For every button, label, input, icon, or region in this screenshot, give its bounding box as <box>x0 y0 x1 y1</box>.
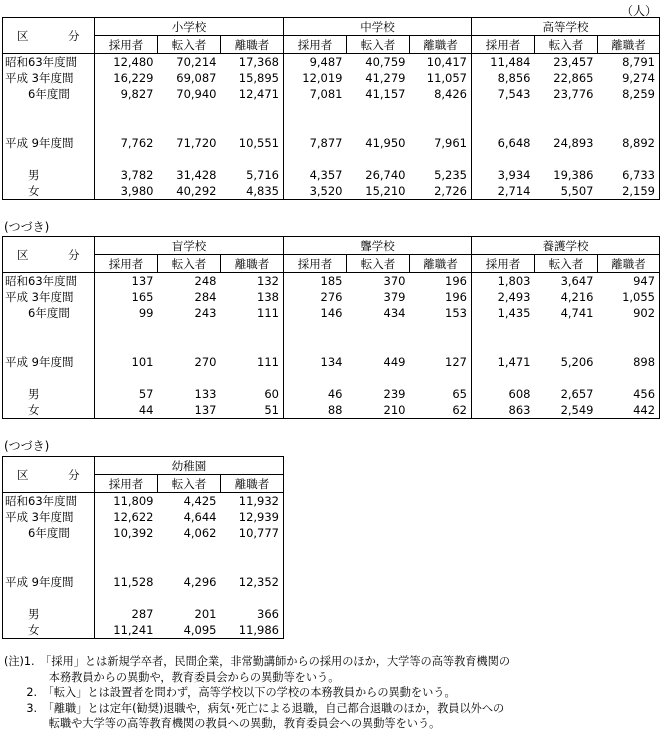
value-cell: 2,159 <box>622 184 656 199</box>
spacer-cell <box>3 151 95 167</box>
group-header: 中学校 <box>284 18 472 36</box>
value-cell: 23,776 <box>553 87 594 102</box>
value-cell: 10,777 <box>238 526 279 541</box>
spacer-cell <box>472 322 535 338</box>
spacer-cell <box>535 322 598 338</box>
spacer-cell <box>3 558 95 574</box>
spacer-cell <box>3 119 95 135</box>
value-cell: 111 <box>257 354 279 369</box>
value-cell: 127 <box>445 354 467 369</box>
value-cell: 8,259 <box>622 87 656 102</box>
spacer-cell <box>535 338 598 354</box>
spacer-cell <box>410 103 472 119</box>
value-cell: 46 <box>284 386 347 402</box>
column-header: 転入者 <box>535 36 598 54</box>
spacer-cell <box>3 103 95 119</box>
value-cell: 210 <box>383 403 406 418</box>
value-cell: 9,827 <box>95 86 158 102</box>
notes <box>4 654 510 732</box>
column-header: 離職者 <box>221 475 284 493</box>
spacer-cell <box>3 322 95 338</box>
row-label: 平成 3年度間 <box>3 289 95 305</box>
column-header: 離職者 <box>410 255 472 273</box>
value-cell: 138 <box>257 290 279 305</box>
spacer-cell <box>410 119 472 135</box>
row-label: 男 <box>3 167 95 183</box>
value-cell: 137 <box>194 403 217 418</box>
spacer-cell <box>284 338 347 354</box>
table-row <box>3 70 660 86</box>
value-cell: 60 <box>264 386 279 401</box>
table-row <box>3 305 660 321</box>
value-cell: 11,241 <box>95 622 158 639</box>
value-cell: 57 <box>95 386 158 402</box>
spacer-cell <box>472 103 535 119</box>
value-cell: 12,939 <box>238 510 279 525</box>
value-cell: 65 <box>452 386 467 401</box>
value-cell: 1,055 <box>622 290 656 305</box>
spacer-cell <box>284 103 347 119</box>
column-header: 採用者 <box>472 255 535 273</box>
spacer-cell <box>3 590 95 606</box>
row-label: 平成 9年度間 <box>3 354 95 370</box>
spacer-cell <box>221 103 284 119</box>
spacer-cell <box>347 338 410 354</box>
spacer-cell <box>158 322 221 338</box>
value-cell: 153 <box>445 306 467 321</box>
value-cell: 4,644 <box>183 510 217 525</box>
column-header: 転入者 <box>347 255 410 273</box>
column-header: 離職者 <box>221 255 284 273</box>
spacer-cell <box>221 370 284 386</box>
row-label: 平成 9年度間 <box>3 574 95 590</box>
table-row <box>3 402 660 419</box>
value-cell: 6,648 <box>472 135 535 151</box>
value-cell: 133 <box>194 386 217 401</box>
value-cell: 366 <box>257 606 279 621</box>
table-row <box>3 509 284 525</box>
spacer-cell <box>598 370 660 386</box>
spacer-cell <box>158 103 221 119</box>
row-label: 6年度間 <box>3 525 95 541</box>
column-header: 採用者 <box>95 475 158 493</box>
row-label: 6年度間 <box>3 86 95 102</box>
value-cell: 71,720 <box>176 135 217 150</box>
column-header: 転入者 <box>158 475 221 493</box>
value-cell: 62 <box>452 403 467 418</box>
table-row <box>3 54 660 71</box>
value-cell: 40,292 <box>176 184 217 199</box>
unit-label: （人） <box>620 4 657 18</box>
spacer-cell <box>347 151 410 167</box>
continued-label-2: (つづき) <box>4 439 50 453</box>
value-cell: 5,507 <box>560 184 594 199</box>
value-cell: 15,895 <box>238 71 279 86</box>
spacer-cell <box>158 338 221 354</box>
value-cell: 41,157 <box>365 87 406 102</box>
table-elementary-junior-high <box>2 17 660 200</box>
value-cell: 4,425 <box>183 494 217 509</box>
value-cell: 17,368 <box>238 55 279 70</box>
spacer-cell <box>158 370 221 386</box>
value-cell: 902 <box>633 306 656 321</box>
value-cell: 947 <box>633 274 656 289</box>
spacer-cell <box>347 322 410 338</box>
value-cell: 2,657 <box>560 386 594 401</box>
value-cell: 185 <box>284 273 347 290</box>
spacer-cell <box>535 370 598 386</box>
row-label: 平成 3年度間 <box>3 70 95 86</box>
value-cell: 7,543 <box>472 86 535 102</box>
row-label: 女 <box>3 402 95 419</box>
row-label: 6年度間 <box>3 305 95 321</box>
value-cell: 11,932 <box>238 494 279 509</box>
spacer-cell <box>221 322 284 338</box>
value-cell: 6,733 <box>622 167 656 182</box>
spacer-cell <box>95 370 158 386</box>
spacer-cell <box>284 322 347 338</box>
value-cell: 608 <box>472 386 535 402</box>
value-cell: 10,392 <box>95 525 158 541</box>
spacer-cell <box>284 151 347 167</box>
group-header: 小学校 <box>95 18 284 36</box>
row-label: 女 <box>3 183 95 200</box>
table-special-schools <box>2 236 660 419</box>
spacer-cell <box>3 370 95 386</box>
spacer-cell <box>221 542 284 558</box>
group-header: 聾学校 <box>284 237 472 255</box>
value-cell: 12,471 <box>238 87 279 102</box>
value-cell: 442 <box>633 403 656 418</box>
column-header: 採用者 <box>95 255 158 273</box>
value-cell: 8,426 <box>434 87 467 102</box>
value-cell: 449 <box>383 354 406 369</box>
note-line: 2. 「転入」とは設置者を問わず，高等学校以下の学校の本務教員からの異動をいう。 <box>4 686 456 700</box>
value-cell: 11,986 <box>238 623 279 638</box>
value-cell: 15,210 <box>365 184 406 199</box>
value-cell: 456 <box>633 386 656 401</box>
table-row <box>3 135 660 151</box>
value-cell: 4,062 <box>183 526 217 541</box>
value-cell: 2,726 <box>434 184 467 199</box>
row-label: 男 <box>3 386 95 402</box>
note-line: (注)1. 「採用」とは新規学卒者，民間企業，非常勤講師からの採用のほか，大学等の高等教育機関の <box>4 655 511 668</box>
kubun-header: 区 分 <box>3 237 95 273</box>
row-label: 女 <box>3 622 95 639</box>
spacer-cell <box>598 119 660 135</box>
value-cell: 3,520 <box>284 183 347 200</box>
spacer-cell <box>598 151 660 167</box>
value-cell: 70,214 <box>176 55 217 70</box>
value-cell: 2,714 <box>472 183 535 200</box>
table-row <box>3 273 660 290</box>
value-cell: 5,716 <box>246 167 279 182</box>
value-cell: 51 <box>264 403 279 418</box>
value-cell: 11,057 <box>426 71 467 86</box>
spacer-cell <box>472 119 535 135</box>
value-cell: 132 <box>257 274 279 289</box>
row-label: 昭和63年度間 <box>3 54 95 71</box>
spacer-cell <box>221 338 284 354</box>
value-cell: 11,809 <box>95 493 158 510</box>
spacer-cell <box>221 590 284 606</box>
note-line: 3. 「離職」とは定年(勧奨)退職や，病気･死亡による退職，自己都合退職のほか，教員以外への <box>4 701 505 715</box>
column-header: 転入者 <box>347 36 410 54</box>
spacer-cell <box>410 151 472 167</box>
spacer-cell <box>3 542 95 558</box>
value-cell: 19,386 <box>553 167 594 182</box>
table-row <box>3 525 284 541</box>
value-cell: 4,296 <box>183 574 217 589</box>
value-cell: 4,357 <box>284 167 347 183</box>
value-cell: 12,019 <box>284 70 347 86</box>
spacer-cell <box>95 103 158 119</box>
value-cell: 5,235 <box>434 167 467 182</box>
value-cell: 69,087 <box>176 71 217 86</box>
kubun-header: 区 分 <box>3 18 95 54</box>
column-header: 転入者 <box>535 255 598 273</box>
column-header: 離職者 <box>598 36 660 54</box>
value-cell: 270 <box>194 354 217 369</box>
value-cell: 2,493 <box>472 289 535 305</box>
value-cell: 165 <box>95 289 158 305</box>
spacer-cell <box>535 103 598 119</box>
table-row <box>3 86 660 102</box>
column-header: 転入者 <box>158 36 221 54</box>
value-cell: 4,741 <box>560 306 594 321</box>
value-cell: 31,428 <box>176 167 217 182</box>
table-row <box>3 289 660 305</box>
value-cell: 41,950 <box>365 135 406 150</box>
spacer-cell <box>410 338 472 354</box>
table-row <box>3 386 660 402</box>
spacer-cell <box>410 322 472 338</box>
spacer-cell <box>284 119 347 135</box>
spacer-cell <box>158 151 221 167</box>
value-cell: 11,528 <box>95 574 158 590</box>
table-row <box>3 183 660 200</box>
table-row <box>3 622 284 639</box>
table-row <box>3 574 284 590</box>
table-kindergarten <box>2 456 284 639</box>
value-cell: 22,865 <box>553 71 594 86</box>
spacer-cell <box>410 370 472 386</box>
value-cell: 243 <box>194 306 217 321</box>
value-cell: 41,279 <box>365 71 406 86</box>
spacer-cell <box>347 103 410 119</box>
value-cell: 10,551 <box>238 135 279 150</box>
value-cell: 3,980 <box>95 183 158 200</box>
value-cell: 70,940 <box>176 87 217 102</box>
value-cell: 284 <box>194 290 217 305</box>
spacer-cell <box>472 151 535 167</box>
spacer-cell <box>95 119 158 135</box>
column-header: 離職者 <box>410 36 472 54</box>
note-line: 本務教員からの異動や，教育委員会からの異動等をいう。 <box>4 670 340 684</box>
column-header: 採用者 <box>472 36 535 54</box>
value-cell: 370 <box>383 274 406 289</box>
value-cell: 4,835 <box>246 184 279 199</box>
table-row <box>3 493 284 510</box>
column-header: 採用者 <box>284 36 347 54</box>
value-cell: 134 <box>284 354 347 370</box>
value-cell: 111 <box>257 306 279 321</box>
value-cell: 23,457 <box>553 55 594 70</box>
note-line: 転職や大学等の高等教育機関の教員への異動，教育委員会への異動等をいう。 <box>4 717 441 731</box>
value-cell: 8,892 <box>622 135 656 150</box>
value-cell: 287 <box>95 606 158 622</box>
value-cell: 863 <box>472 402 535 419</box>
value-cell: 434 <box>383 306 406 321</box>
column-header: 採用者 <box>284 255 347 273</box>
value-cell: 40,759 <box>365 55 406 70</box>
continued-label-1: (つづき) <box>4 220 50 234</box>
value-cell: 10,417 <box>426 55 467 70</box>
value-cell: 4,216 <box>560 290 594 305</box>
value-cell: 7,762 <box>95 135 158 151</box>
spacer-cell <box>535 151 598 167</box>
value-cell: 99 <box>95 305 158 321</box>
value-cell: 8,856 <box>472 70 535 86</box>
spacer-cell <box>284 370 347 386</box>
value-cell: 26,740 <box>365 167 406 182</box>
row-label: 平成 3年度間 <box>3 509 95 525</box>
group-header: 養護学校 <box>472 237 660 255</box>
kubun-header: 区 分 <box>3 457 95 493</box>
value-cell: 137 <box>95 273 158 290</box>
spacer-cell <box>472 338 535 354</box>
group-header: 盲学校 <box>95 237 284 255</box>
value-cell: 248 <box>194 274 217 289</box>
value-cell: 12,480 <box>95 54 158 71</box>
table-row <box>3 167 660 183</box>
table-row <box>3 354 660 370</box>
value-cell: 11,484 <box>472 54 535 71</box>
value-cell: 2,549 <box>560 403 594 418</box>
value-cell: 7,877 <box>284 135 347 151</box>
column-header: 採用者 <box>95 36 158 54</box>
value-cell: 196 <box>445 274 467 289</box>
spacer-cell <box>95 590 158 606</box>
value-cell: 146 <box>284 305 347 321</box>
spacer-cell <box>598 103 660 119</box>
spacer-cell <box>3 338 95 354</box>
spacer-cell <box>598 338 660 354</box>
value-cell: 1,435 <box>472 305 535 321</box>
value-cell: 1,471 <box>472 354 535 370</box>
row-label: 男 <box>3 606 95 622</box>
column-header: 離職者 <box>221 36 284 54</box>
spacer-cell <box>221 558 284 574</box>
value-cell: 276 <box>284 289 347 305</box>
value-cell: 379 <box>383 290 406 305</box>
column-header: 離職者 <box>598 255 660 273</box>
group-header: 高等学校 <box>472 18 660 36</box>
value-cell: 7,081 <box>284 86 347 102</box>
spacer-cell <box>95 558 158 574</box>
spacer-cell <box>347 370 410 386</box>
value-cell: 9,487 <box>284 54 347 71</box>
spacer-cell <box>221 151 284 167</box>
spacer-cell <box>347 119 410 135</box>
value-cell: 16,229 <box>95 70 158 86</box>
value-cell: 12,622 <box>95 509 158 525</box>
value-cell: 8,791 <box>622 55 656 70</box>
value-cell: 239 <box>383 386 406 401</box>
value-cell: 3,934 <box>472 167 535 183</box>
row-label: 昭和63年度間 <box>3 493 95 510</box>
column-header: 転入者 <box>158 255 221 273</box>
value-cell: 44 <box>95 402 158 419</box>
value-cell: 898 <box>633 354 656 369</box>
table-row <box>3 606 284 622</box>
value-cell: 12,352 <box>238 574 279 589</box>
value-cell: 9,274 <box>622 71 656 86</box>
spacer-cell <box>158 558 221 574</box>
row-label: 昭和63年度間 <box>3 273 95 290</box>
spacer-cell <box>95 151 158 167</box>
value-cell: 7,961 <box>434 135 467 150</box>
spacer-cell <box>472 370 535 386</box>
spacer-cell <box>95 542 158 558</box>
spacer-cell <box>158 542 221 558</box>
spacer-cell <box>598 322 660 338</box>
value-cell: 3,782 <box>95 167 158 183</box>
group-header: 幼稚園 <box>95 457 284 475</box>
spacer-cell <box>158 590 221 606</box>
spacer-cell <box>221 119 284 135</box>
value-cell: 1,803 <box>472 273 535 290</box>
value-cell: 24,893 <box>553 135 594 150</box>
value-cell: 88 <box>284 402 347 419</box>
value-cell: 101 <box>95 354 158 370</box>
row-label: 平成 9年度間 <box>3 135 95 151</box>
spacer-cell <box>535 119 598 135</box>
value-cell: 4,095 <box>183 623 217 638</box>
value-cell: 196 <box>445 290 467 305</box>
value-cell: 201 <box>194 606 217 621</box>
spacer-cell <box>158 119 221 135</box>
spacer-cell <box>95 338 158 354</box>
value-cell: 5,206 <box>560 354 594 369</box>
value-cell: 3,647 <box>560 274 594 289</box>
spacer-cell <box>95 322 158 338</box>
